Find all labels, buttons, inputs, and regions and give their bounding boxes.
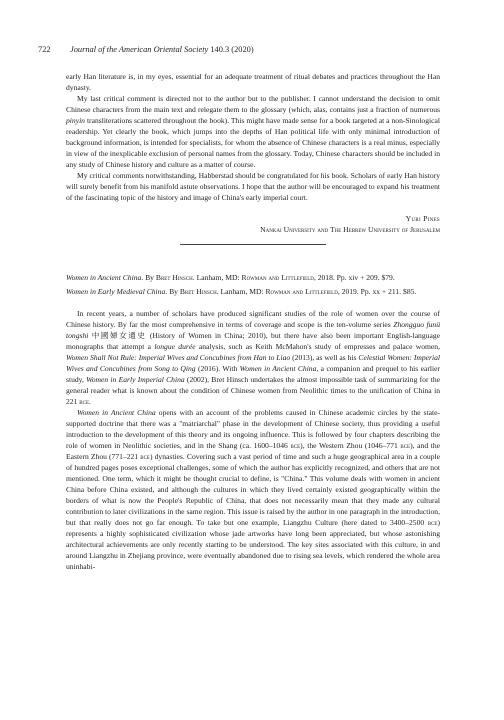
book-title: Women in Early Medieval China bbox=[66, 287, 166, 296]
book-publisher: Rowman and Littlefield bbox=[265, 287, 338, 296]
reviewer-signature bbox=[66, 213, 440, 235]
article-body bbox=[66, 71, 440, 572]
prev-review-paragraph-2: My last critical comment is directed not to the author but to the publisher. I cannot understand the decision to omit Chinese characters from the main text and relegate them to the glossary (which, alas, contains just a fraction of numerous pinyin transliterations scattered throughout the book). This might have made sense for a book targeted at a non-Sinological readership. Yet clearly the book, which jumps into the depths of Han political life with only minimal introduction of background information, is intended for specialists, for whom the absence of Chinese characters is a real minus, especially in view of the inexplicable exclusion of personal names from the glossary. Today, Chinese characters should be included in any study of Chinese history and culture as a matter of course. bbox=[66, 94, 440, 169]
journal-title: Journal of the American Oriental Society bbox=[70, 45, 209, 54]
section-divider bbox=[180, 244, 326, 245]
book-title: Women in Ancient China bbox=[66, 273, 142, 282]
prev-review-paragraph-3: My critical comments notwithstanding, Habberstad should be congratulated for his book. Scholars of early Han history will surely benefit from his manifold astute observations. I hope that the author will be encouraged to expand his treatment of the fascinating topic of the history and image of China's early imperial court. bbox=[66, 171, 440, 202]
review-text bbox=[66, 308, 440, 572]
pinyin-term: pinyin bbox=[66, 116, 85, 125]
reviewer-affiliation: Nankai University and The Hebrew University of Jerusalem bbox=[260, 225, 440, 234]
journal-volume: 140.3 (2020) bbox=[210, 45, 254, 54]
book-author: Bret Hinsch bbox=[155, 273, 193, 282]
review-paragraph-1: In recent years, a number of scholars have produced significant studies of the role of women over the course of Chinese history. By far the most comprehensive in terms of coverage and scope is the ten-volume series Zhongguo funü tongshi 中國婦女通史 (History of Women in China; 2010), but there have also been important English-language monographs that attempt a longue durée analysis, such as Keith McMahon's study of empresses and palace women, Women Shall Not Rule: Imperial Wives and Concubines from Han to Liao (2013), as well as his Celestial Women: Imperial Wives and Concubines from Song to Qing (2016). With Women in Ancient China, a companion and prequel to his earlier study, Women in Early Imperial China (2002), Bret Hinsch undertakes the almost impossible task of summarizing for the general reader what is known about the condition of Chinese women from Neolithic times to the unification of China in 221 bce. bbox=[66, 309, 441, 406]
reviewer-name: Yuri Pines bbox=[405, 214, 440, 223]
book-references bbox=[66, 272, 440, 297]
book-author: Bret Hinsch bbox=[179, 287, 217, 296]
book-publisher: Rowman and Littlefield bbox=[241, 273, 314, 282]
prev-review-paragraph-1: early Han literature is, in my eyes, essential for an adequate treatment of ritual debates and practices throughout the Han dynasty. bbox=[66, 72, 440, 92]
book-reference: Women in Early Medieval China. By Bret Hinsch. Lanham, MD: Rowman and Littlefield, 2019. Pp. xx + 211. $85. bbox=[66, 287, 417, 296]
review-paragraph-2: Women in Ancient China opens with an account of the problems caused in Chinese academic circles by the state-supported doctrine that there was a "matriarchal" phase in the development of Chinese society, thus providing a useful introduction to the development of this theory and its ongoing influence. This is followed by four chapters describing the role of women in Neolithic societies, and in the Shang (ca. 1600–1046 bce), the Western Zhou (1046–771 bce), and the Eastern Zhou (771–221 bce) dynasties. Covering such a vast period of time and such a huge geographical area in a couple of hundred pages poses exceptional challenges, some of which the author has explicitly recognized, and others that are not mentioned. One term, which it might be thought crucial to define, is "China." This volume deals with women in ancient China before China existed, and although the cultures in which they lived certainly existed geographically within the borders of what is now the People's Republic of China, that does not necessarily mean that they made any cultural contribution to later civilizations in the same region. This issue is raised by the author in one paragraph in the introduction, but that really does not go far enough. To take but one example, Liangzhu Culture (here dated to 3400–2500 bce) represents a highly sophisticated civilization whose jade artworks have long been appreciated, but whose astonishing architectural achievements are only recently starting to be understood. The key sites associated with this culture, in and around Liangzhu in Zhejiang province, were eventually abandoned due to rising sea levels, which rendered the whole area uninhabi- bbox=[66, 408, 441, 571]
page-number: 722 bbox=[38, 45, 51, 54]
running-title bbox=[70, 44, 254, 55]
book-reference: Women in Ancient China. By Bret Hinsch. Lanham, MD: Rowman and Littlefield, 2018. Pp. xiv + 209. $79. bbox=[66, 273, 395, 282]
running-header bbox=[38, 44, 468, 56]
